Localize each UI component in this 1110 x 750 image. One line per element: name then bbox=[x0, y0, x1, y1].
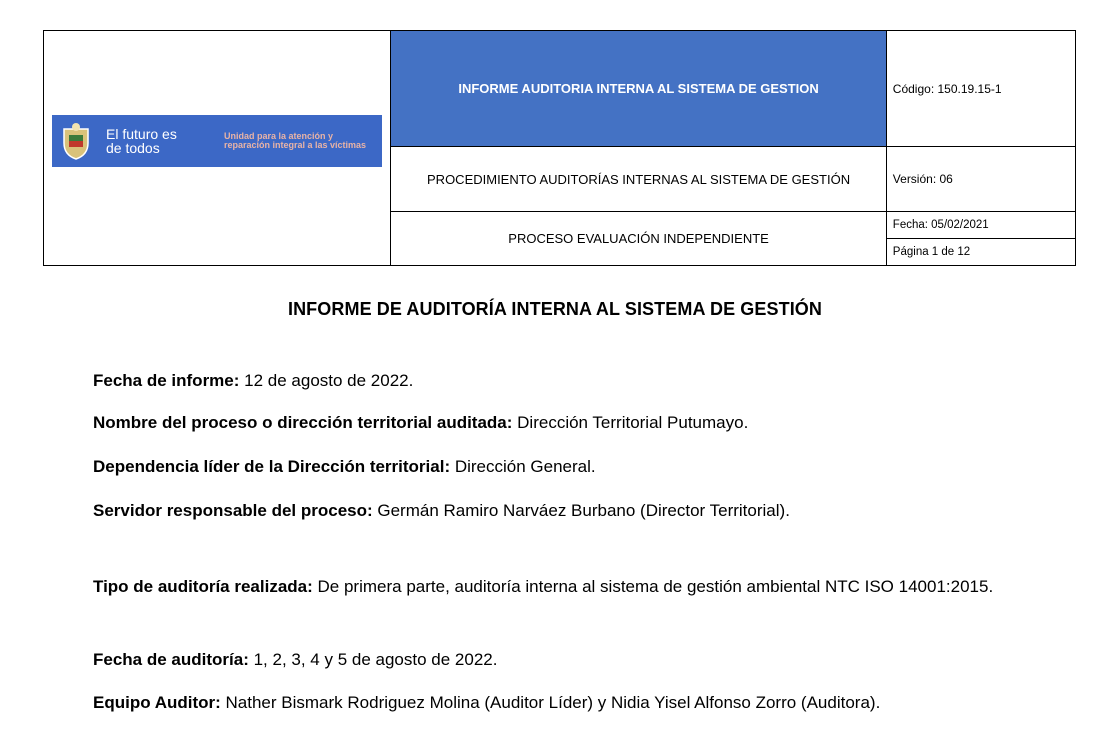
audit-type-field bbox=[93, 576, 1028, 598]
responsible-field bbox=[93, 500, 1028, 522]
field-value: Dirección General. bbox=[450, 457, 596, 476]
institution-logo bbox=[52, 115, 382, 167]
field-label: Nombre del proceso o dirección territorial auditada: bbox=[93, 413, 513, 432]
audit-team-field bbox=[93, 692, 1028, 714]
document-date: Fecha: 05/02/2021 bbox=[886, 212, 1075, 239]
document-header-table bbox=[43, 30, 1076, 266]
logo-sub-text: Unidad para la atención y reparación integral a las víctimas bbox=[224, 131, 367, 150]
header-title: INFORME AUDITORIA INTERNA AL SISTEMA DE GESTION bbox=[391, 31, 886, 147]
field-value: Germán Ramiro Narváez Burbano (Director Territorial). bbox=[372, 501, 790, 520]
header-process: PROCESO EVALUACIÓN INDEPENDIENTE bbox=[391, 212, 886, 266]
page-number: Página 1 de 12 bbox=[886, 239, 1075, 266]
lead-unit-field bbox=[93, 456, 1028, 478]
field-label: Dependencia líder de la Dirección territorial: bbox=[93, 457, 451, 476]
field-label: Equipo Auditor: bbox=[93, 693, 221, 712]
audit-date-field bbox=[93, 649, 1028, 671]
field-value: 12 de agosto de 2022. bbox=[239, 371, 414, 390]
field-label: Fecha de auditoría: bbox=[93, 650, 249, 669]
logo-cell bbox=[44, 31, 391, 266]
field-value: 1, 2, 3, 4 y 5 de agosto de 2022. bbox=[248, 650, 498, 669]
field-label: Servidor responsable del proceso: bbox=[93, 501, 373, 520]
header-procedure: PROCEDIMIENTO AUDITORÍAS INTERNAS AL SISTEMA DE GESTIÓN bbox=[391, 147, 886, 212]
field-label: Tipo de auditoría realizada: bbox=[93, 577, 313, 596]
field-value: Nather Bismark Rodriguez Molina (Auditor Líder) y Nidia Yisel Alfonso Zorro (Auditora). bbox=[220, 693, 881, 712]
process-name-field bbox=[93, 412, 1028, 434]
document-title: INFORME DE AUDITORÍA INTERNA AL SISTEMA DE GESTIÓN bbox=[287, 299, 823, 319]
coat-of-arms-icon bbox=[60, 121, 92, 161]
field-value: De primera parte, auditoría interna al sistema de gestión ambiental NTC ISO 14001:2015. bbox=[312, 577, 994, 596]
field-value: Dirección Territorial Putumayo. bbox=[512, 413, 749, 432]
document-code: Código: 150.19.15-1 bbox=[886, 31, 1075, 147]
report-date-field bbox=[93, 370, 1028, 392]
field-label: Fecha de informe: bbox=[93, 371, 240, 390]
document-version: Versión: 06 bbox=[886, 147, 1075, 212]
logo-main-text: El futuro es de todos bbox=[106, 126, 177, 156]
